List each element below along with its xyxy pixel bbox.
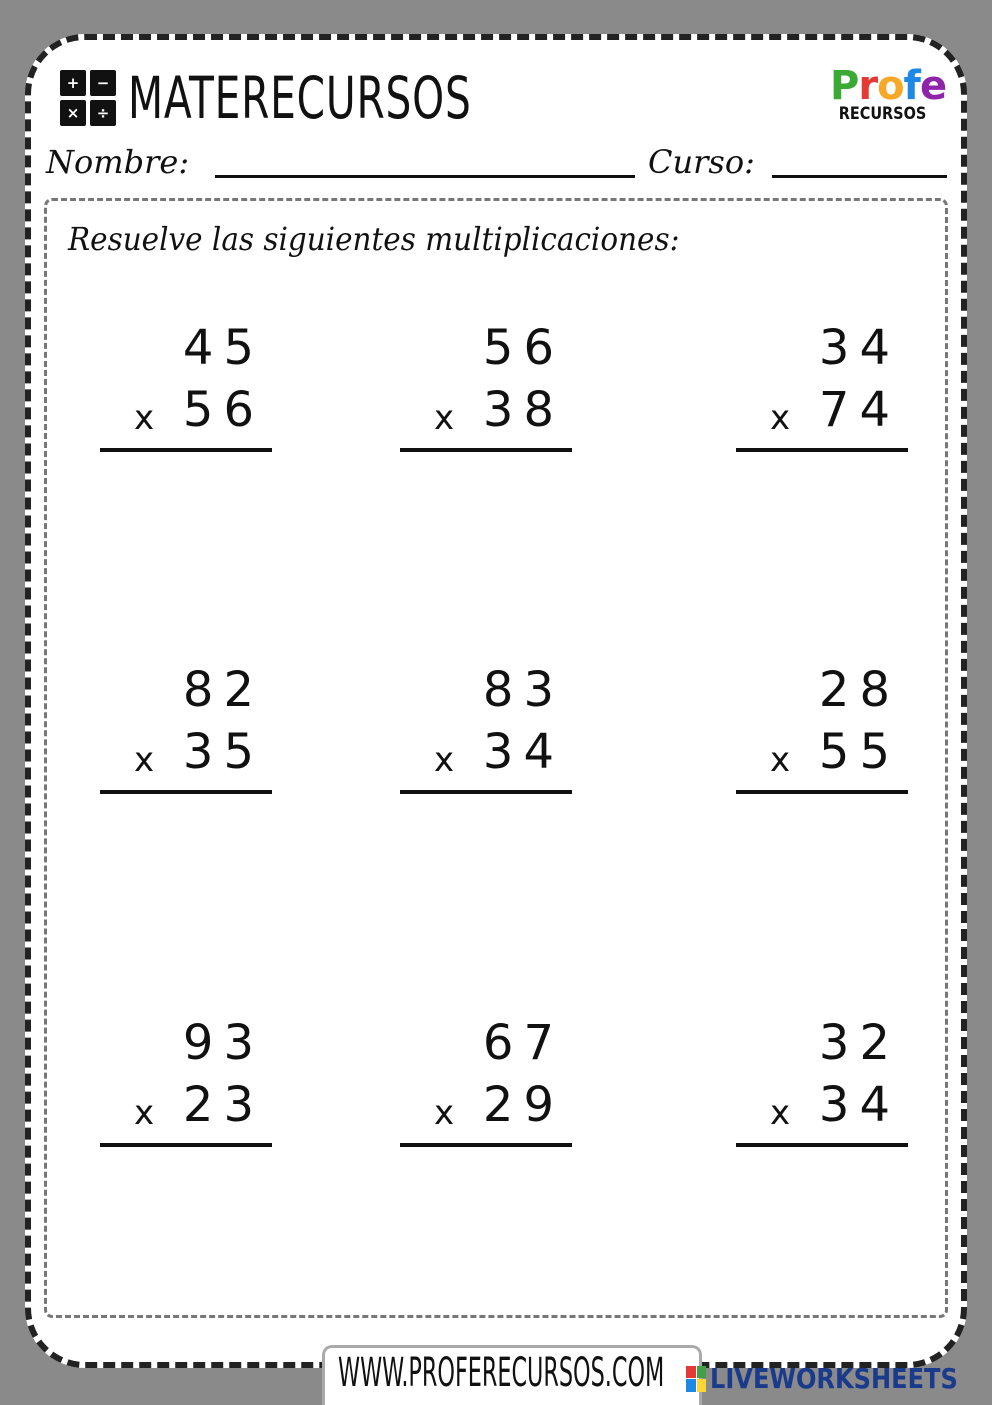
profe-letter: e (919, 63, 947, 109)
times-sign: x (770, 740, 791, 780)
liveworksheets-text: LIVEWORKSHEETS (710, 1362, 958, 1395)
multiplication-problem (400, 320, 572, 450)
multiplier: 23 (182, 1077, 264, 1133)
profe-letter: P (830, 63, 859, 109)
live-badge-icon (686, 1366, 706, 1392)
divide-icon: ÷ (90, 100, 116, 126)
times-sign: x (434, 740, 455, 780)
multiplication-problem (100, 1015, 272, 1145)
times-sign: x (770, 1093, 791, 1133)
answer-line[interactable] (736, 1143, 908, 1147)
math-operations-icon (60, 70, 116, 126)
multiplicand: 34 (818, 320, 900, 376)
profe-letter: r (858, 63, 878, 109)
profe-letter: f (903, 63, 920, 109)
multiplication-problem (100, 320, 272, 450)
times-sign: x (134, 398, 155, 438)
answer-line[interactable] (100, 448, 272, 452)
multiplication-problem (736, 662, 908, 792)
answer-line[interactable] (400, 790, 572, 794)
times-sign: x (134, 1093, 155, 1133)
course-label: Curso: (648, 143, 755, 181)
plus-icon: + (60, 70, 86, 96)
answer-line[interactable] (400, 448, 572, 452)
times-icon: × (60, 100, 86, 126)
multiplier: 35 (182, 724, 264, 780)
profe-letter: o (877, 63, 904, 109)
multiplication-problem (736, 320, 908, 450)
badge-tile (686, 1366, 696, 1379)
times-sign: x (134, 740, 155, 780)
multiplicand: 32 (818, 1015, 900, 1071)
multiplier: 29 (482, 1077, 564, 1133)
badge-tile (697, 1379, 707, 1392)
multiplier: 74 (818, 382, 900, 438)
badge-tile (686, 1379, 696, 1392)
multiplicand: 93 (182, 1015, 264, 1071)
multiplication-problem (400, 662, 572, 792)
minus-icon: − (90, 70, 116, 96)
course-field[interactable] (772, 175, 947, 178)
multiplicand: 83 (482, 662, 564, 718)
answer-line[interactable] (100, 790, 272, 794)
multiplier: 34 (482, 724, 564, 780)
multiplication-problem (400, 1015, 572, 1145)
times-sign: x (434, 1093, 455, 1133)
multiplicand: 82 (182, 662, 264, 718)
profe-sub: RECURSOS (838, 104, 927, 124)
liveworksheets-logo[interactable] (686, 1362, 992, 1395)
multiplier: 38 (482, 382, 564, 438)
profe-recursos-logo (830, 63, 947, 124)
multiplication-problem (100, 662, 272, 792)
footer-url[interactable]: WWW.PROFERECURSOS.COM (338, 1350, 665, 1396)
multiplier: 34 (818, 1077, 900, 1133)
badge-tile (697, 1366, 707, 1379)
answer-line[interactable] (400, 1143, 572, 1147)
answer-line[interactable] (736, 790, 908, 794)
answer-line[interactable] (100, 1143, 272, 1147)
instruction-text: Resuelve las siguientes multiplicaciones: (68, 220, 680, 258)
multiplier: 56 (182, 382, 264, 438)
name-field[interactable] (215, 175, 635, 178)
multiplicand: 67 (482, 1015, 564, 1071)
multiplicand: 56 (482, 320, 564, 376)
multiplier: 55 (818, 724, 900, 780)
answer-line[interactable] (736, 448, 908, 452)
profe-word (830, 63, 947, 109)
times-sign: x (434, 398, 455, 438)
times-sign: x (770, 398, 791, 438)
name-label: Nombre: (46, 143, 190, 181)
multiplication-problem (736, 1015, 908, 1145)
multiplicand: 28 (818, 662, 900, 718)
brand-title: MATERECURSOS (128, 64, 472, 132)
multiplicand: 45 (182, 320, 264, 376)
